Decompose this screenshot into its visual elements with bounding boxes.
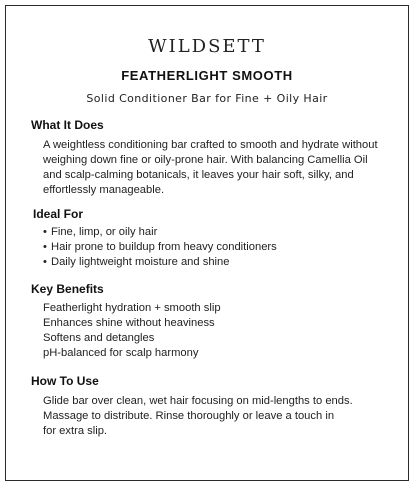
how-to-use-text [43, 394, 353, 439]
ideal-for-heading: Ideal For [33, 207, 84, 221]
what-it-does-line: weighing down fine or oily-prone hair. With balancing Camellia Oil [43, 154, 368, 166]
what-it-does-text [43, 138, 378, 198]
list-item [43, 240, 277, 255]
list-item: Featherlight hydration + smooth slip [43, 302, 221, 314]
what-it-does-line: effortlessly manageable. [43, 184, 165, 196]
list-item [43, 225, 277, 240]
key-benefits-list [43, 301, 221, 361]
list-item [43, 255, 277, 270]
brand-logo: WILDSETT [148, 36, 266, 57]
list-item: Enhances shine without heaviness [43, 317, 215, 329]
product-subtitle: Solid Conditioner Bar for Fine + Oily Hair [86, 92, 328, 105]
key-benefits-heading: Key Benefits [31, 282, 104, 296]
how-to-use-line: Massage to distribute. Rinse thoroughly or leave a touch in [43, 410, 335, 422]
list-item-text: Fine, limp, or oily hair [51, 226, 158, 238]
bullet-icon: • [43, 256, 47, 268]
bullet-icon: • [43, 226, 47, 238]
list-item: pH-balanced for scalp harmony [43, 347, 199, 359]
ideal-for-list [43, 225, 277, 270]
what-it-does-line: and scalp-calming botanicals, it leaves your hair soft, silky, and [43, 169, 354, 181]
bullet-icon: • [43, 241, 47, 253]
what-it-does-heading: What It Does [31, 118, 104, 132]
list-item-text: Hair prone to buildup from heavy conditioners [51, 241, 277, 253]
how-to-use-line: Glide bar over clean, wet hair focusing on mid-lengths to ends. [43, 395, 353, 407]
product-name: FEATHERLIGHT SMOOTH [121, 68, 293, 83]
how-to-use-line: for extra slip. [43, 425, 108, 437]
how-to-use-heading: How To Use [31, 374, 99, 388]
list-item: Softens and detangles [43, 332, 155, 344]
list-item-text: Daily lightweight moisture and shine [51, 256, 230, 268]
product-label-card [5, 5, 409, 481]
what-it-does-line: A weightless conditioning bar crafted to smooth and hydrate without [43, 139, 378, 151]
